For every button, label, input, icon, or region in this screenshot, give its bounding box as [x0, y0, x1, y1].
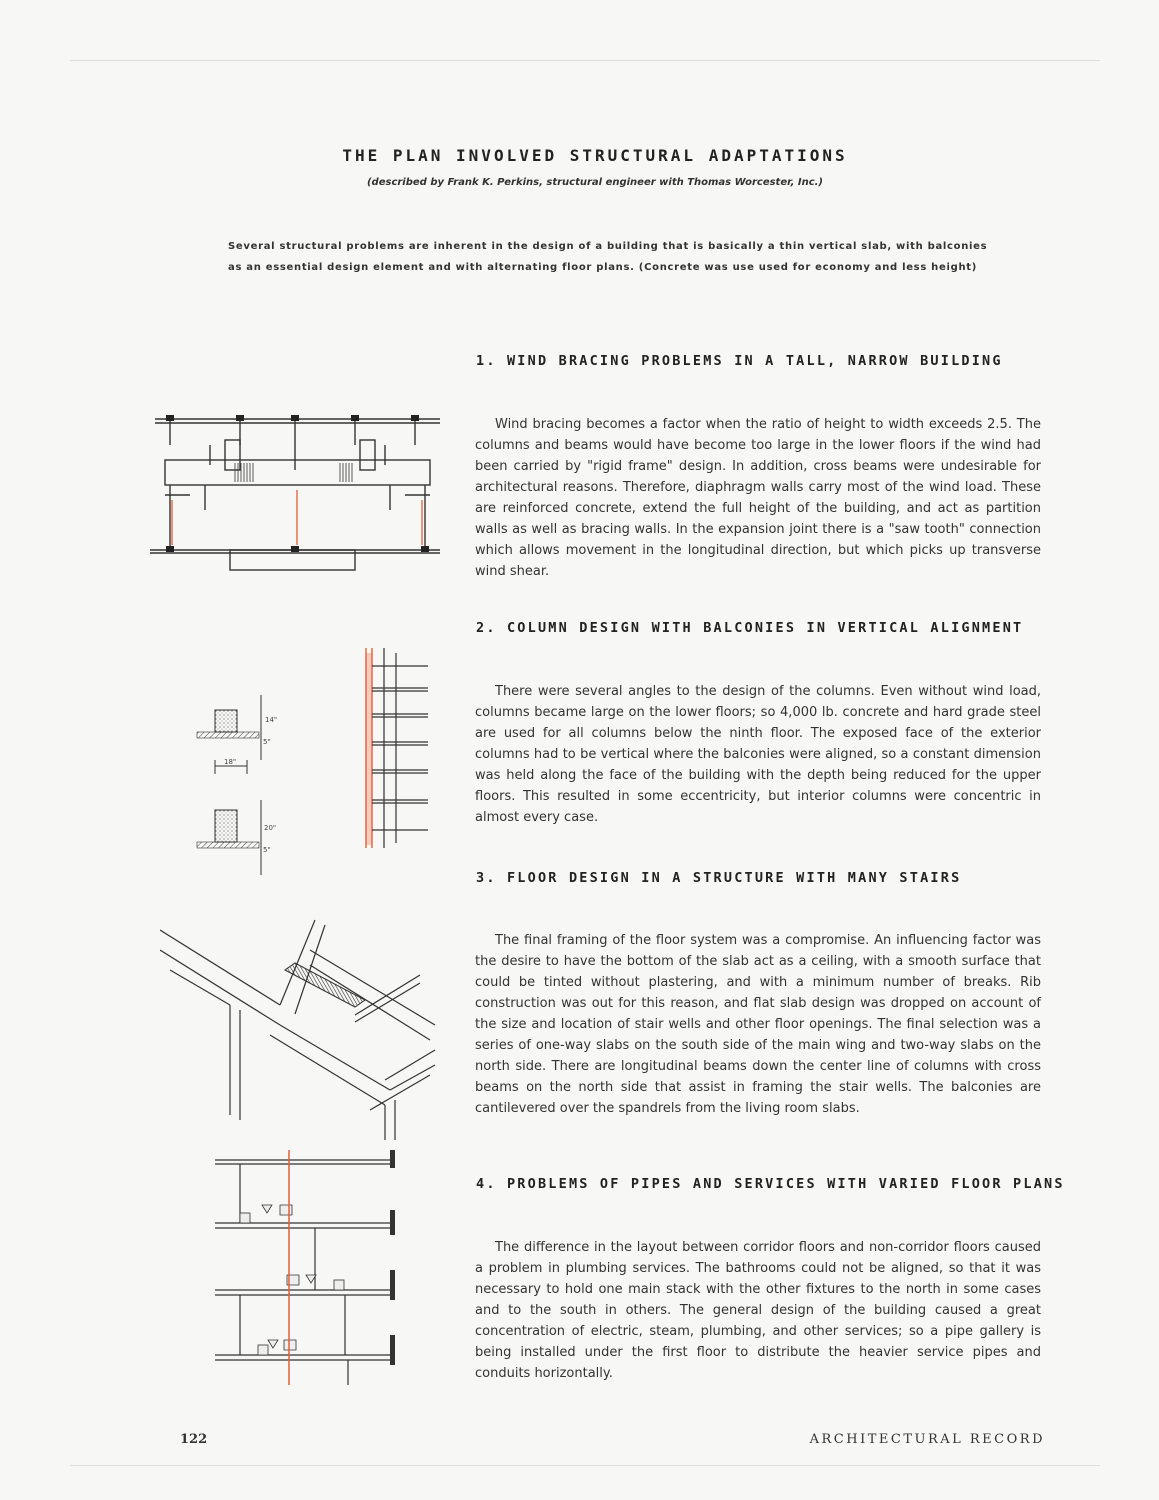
section-1-body-text: Wind bracing becomes a factor when the ratio of height to width exceeds 2.5. The columns and beams would have become too large in the lower floors if the wind had been carried by "rigid frame" design. In addition, cross beams were undesirable for architectural reasons. Therefore, diaphragm walls carry most of the wind load. These are reinforced concrete, extend the full height of the building, and act as partition walls as well as bracing walls. In the expansion joint there is a "saw tooth" connection which allows movement in the longitudinal direction, but which picks up transverse wind shear.: [475, 417, 1041, 579]
pipe-section-diagram: [210, 1150, 405, 1390]
page-subtitle: (described by Frank K. Perkins, structural engineer with Thomas Worcester, Inc.): [366, 177, 823, 188]
column-section-diagram: [195, 690, 295, 880]
bottom-rule: [70, 1465, 1100, 1466]
section-4-body: [475, 1237, 1041, 1384]
section-2-body: [475, 681, 1041, 828]
section-2-body-text: There were several angles to the design of the columns. Even without wind load, columns became large on the lower floors; so 4,000 lb. concrete and hard grade steel are used for all columns below the ninth floor. The exposed face of the exterior columns had to be vertical where the balconies were aligned, so a constant dimension was held along the face of the building with the depth being reduced for the upper floors. This resulted in some eccentricity, but interior columns were concentric in almost every case.: [475, 684, 1041, 825]
floor-framing-diagram: [160, 910, 440, 1140]
floor-plan-diagram: [150, 405, 445, 580]
section-3-heading: 3. FLOOR DESIGN IN A STRUCTURE WITH MANY STAIRS: [476, 870, 962, 886]
top-rule: [70, 60, 1100, 61]
dim-top-label: 14": [265, 716, 278, 724]
dim-bottom-label: 20": [264, 824, 277, 832]
section-1-heading: 1. WIND BRACING PROBLEMS IN A TALL, NARROW BUILDING: [476, 353, 1003, 369]
section-4-body-text: The difference in the layout between corridor floors and non-corridor floors caused a problem in plumbing services. The bathrooms could not be aligned, so that it was necessary to hold one main stack with the other fixtures to the north in some cases and to the south in others. The general design of the building caused a great concentration of electric, steam, plumbing, and other services; so a pipe gallery is being installed under the first floor to distribute the heavier service pipes and conduits horizontally.: [475, 1240, 1041, 1381]
page-title: THE PLAN INVOLVED STRUCTURAL ADAPTATIONS: [342, 146, 848, 165]
section-2-heading: 2. COLUMN DESIGN WITH BALCONIES IN VERTICAL ALIGNMENT: [476, 620, 1024, 636]
page-number: 122: [180, 1432, 208, 1447]
dim-slab-label: 5": [263, 738, 271, 746]
intro-paragraph: Several structural problems are inherent in the design of a building that is basically a thin vertical slab, with balconies as an essential design element and with alternating floor plans. (Concrete was use used for economy and less height): [228, 241, 988, 273]
dim-width-label: 18": [224, 758, 237, 766]
dim-slab-label-2: 5": [263, 846, 271, 854]
balcony-elevation-diagram: [358, 648, 430, 848]
section-1-body: [475, 414, 1041, 582]
section-4-heading: 4. PROBLEMS OF PIPES AND SERVICES WITH VARIED FLOOR PLANS: [476, 1176, 1065, 1192]
section-3-body: [475, 930, 1041, 1119]
section-3-body-text: The final framing of the floor system was a compromise. An influencing factor was the desire to have the bottom of the slab act as a ceiling, with a smooth surface that could be tinted without plastering, and with a minimum number of breaks. Rib construction was out for this reason, and flat slab design was dropped on account of the size and location of stair wells and other floor openings. The final selection was a series of one-way slabs on the south side of the main wing and two-way slabs on the north side. There are longitudinal beams down the center line of columns with cross beams on the north side that assist in framing the stair wells. The balconies are cantilevered over the spandrels from the living room slabs.: [475, 933, 1041, 1116]
publication-name: ARCHITECTURAL RECORD: [809, 1432, 1045, 1447]
